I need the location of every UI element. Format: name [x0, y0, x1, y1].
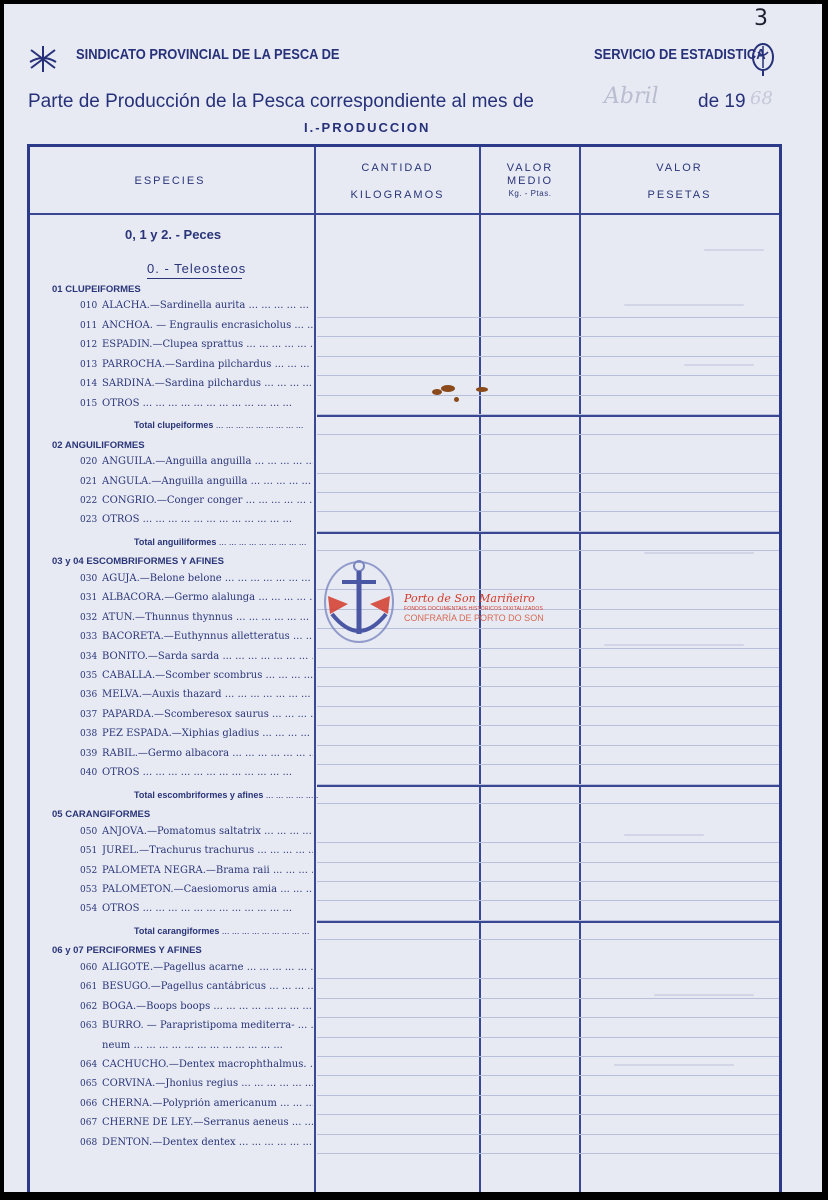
- table-subtitle: 0. - Teleosteos: [147, 261, 247, 276]
- species-code: 054: [80, 904, 98, 915]
- species-name: ESPADIN.—Clupea sprattus ... .: [102, 339, 313, 350]
- row-rule: [317, 395, 779, 396]
- species-row: [30, 687, 317, 706]
- handwritten-year: 68: [750, 88, 773, 109]
- row-rule: [317, 881, 779, 882]
- species-row: [30, 1057, 317, 1076]
- row-rule: [317, 1114, 779, 1115]
- species-code: 040: [80, 768, 98, 779]
- section-divider: [317, 785, 779, 787]
- group-total-label: Total clupeiformes ... .: [134, 420, 319, 430]
- header-divider: [30, 213, 779, 215]
- species-code: 065: [80, 1079, 98, 1090]
- species-code: 052: [80, 865, 98, 876]
- group-total-label: Total carangiformes ... .: [134, 926, 319, 936]
- bleed-through-mark: [604, 644, 744, 646]
- species-row: [30, 357, 317, 376]
- species-code: 015: [80, 398, 98, 409]
- species-row: [30, 396, 317, 415]
- ink-stain: [432, 389, 442, 395]
- bleed-through-mark: [624, 834, 704, 836]
- species-name: BOGA.—Boops boops ... .: [102, 1001, 313, 1012]
- row-rule: [317, 842, 779, 843]
- bleed-through-mark: [684, 364, 754, 366]
- col-quantity-unit: KILOGRAMOS: [350, 189, 445, 201]
- species-row: [30, 590, 317, 609]
- emblem-icon: [750, 40, 776, 78]
- row-rule: [317, 764, 779, 765]
- species-row: [30, 1038, 317, 1057]
- page-number: 3: [754, 6, 768, 31]
- species-row: [30, 571, 317, 590]
- row-rule: [317, 998, 779, 999]
- species-name: PEZ ESPADA.—Xiphias gladius ... .: [102, 728, 313, 739]
- row-rule: [317, 1017, 779, 1018]
- group-heading: 05 CARANGIFORMES: [52, 809, 151, 821]
- service-name: SERVICIO DE ESTADISTICA: [594, 46, 766, 63]
- species-code: 013: [80, 359, 98, 370]
- species-code: 031: [80, 593, 98, 604]
- species-code: 053: [80, 884, 98, 895]
- species-code: 064: [80, 1060, 98, 1070]
- species-code: 067: [80, 1118, 98, 1129]
- row-rule: [317, 1037, 779, 1038]
- watermark-title: Porto de Son Mariñeiro: [404, 592, 535, 605]
- species-row: [30, 843, 317, 862]
- species-code: 036: [80, 690, 98, 701]
- production-table: [27, 144, 782, 1192]
- species-row: [30, 668, 317, 687]
- species-name: CHERNE DE LEY.—Serranus aeneus ... .: [102, 1117, 313, 1128]
- species-code: 051: [80, 846, 98, 857]
- species-name: PALOMETA NEGRA.—Brama raii ... .: [102, 865, 313, 876]
- row-rule: [317, 375, 779, 376]
- species-row: [30, 979, 317, 998]
- species-code: 034: [80, 651, 98, 662]
- species-code: 012: [80, 340, 98, 351]
- species-name: neum ... .: [102, 1040, 313, 1051]
- col-avg-header-2: MEDIO: [506, 175, 554, 187]
- species-code: 062: [80, 1001, 98, 1012]
- species-code: 022: [80, 495, 98, 506]
- group-heading: 01 CLUPEIFORMES: [52, 284, 141, 295]
- species-row: [30, 882, 317, 901]
- group-heading: 02 ANGUILIFORMES: [52, 439, 145, 451]
- species-code: 020: [80, 457, 98, 468]
- organization-name: SINDICATO PROVINCIAL DE LA PESCA DE: [76, 46, 340, 63]
- species-name: OTROS ... .: [102, 398, 313, 409]
- species-name: BESUGO.—Pagellus cantábricus ... .: [102, 981, 313, 992]
- species-name: ANCHOA. — Engraulis encrasicholus ... .: [102, 320, 313, 331]
- species-row: [30, 337, 317, 356]
- species-name: PARROCHA.—Sardina pilchardus ... .: [102, 359, 313, 370]
- row-rule: [317, 745, 779, 746]
- species-row: [30, 765, 317, 784]
- species-row: [30, 298, 317, 317]
- row-rule: [317, 862, 779, 863]
- row-rule: [317, 1134, 779, 1135]
- species-row: [30, 649, 317, 668]
- species-row: [30, 629, 317, 648]
- species-name: PAPARDA.—Scomberesox saurus ... .: [102, 709, 313, 720]
- group-heading: 03 y 04 ESCOMBRIFORMES Y AFINES: [52, 556, 224, 568]
- row-rule: [317, 900, 779, 901]
- species-name: ATUN.—Thunnus thynnus ... .: [102, 612, 313, 623]
- species-name: ALACHA.—Sardinella aurita ... .: [102, 300, 313, 311]
- species-code: 037: [80, 709, 98, 720]
- species-code: 030: [80, 573, 98, 584]
- species-name: CHERNA.—Polyprión americanum ... .: [102, 1098, 313, 1109]
- section-divider: [317, 415, 779, 417]
- species-name: RABIL.—Germo albacora ... .: [102, 748, 313, 759]
- species-code: 068: [80, 1137, 98, 1148]
- anchor-watermark-logo: [318, 556, 400, 648]
- row-rule: [317, 706, 779, 707]
- species-name: CORVINA.—Jhonius regius ... .: [102, 1078, 313, 1089]
- table-title: 0, 1 y 2. - Peces: [125, 227, 222, 242]
- species-name: BURRO. — Parapristipoma mediterra- ... .: [102, 1020, 313, 1031]
- species-row: [30, 376, 317, 395]
- col-avg-unit: Kg. - Ptas.: [508, 189, 552, 198]
- bleed-through-mark: [654, 994, 754, 996]
- species-code: 050: [80, 826, 98, 837]
- species-row: [30, 1018, 317, 1037]
- row-rule: [317, 492, 779, 493]
- row-rule: [317, 1095, 779, 1096]
- bleed-through-mark: [614, 1064, 734, 1066]
- species-name: OTROS ... .: [102, 903, 313, 914]
- species-name: CACHUCHO.—Dentex macrophthalmus. ... .: [102, 1059, 313, 1070]
- col-value-unit: PESETAS: [647, 189, 712, 201]
- row-rule: [317, 511, 779, 512]
- section-divider: [317, 921, 779, 923]
- section-title: I.-PRODUCCION: [304, 120, 431, 135]
- species-row: [30, 474, 317, 493]
- species-name: ANGUILA.—Anguilla anguilla ... .: [102, 456, 313, 467]
- species-code: 066: [80, 1098, 98, 1109]
- species-name: BONITO.—Sarda sarda ... .: [102, 651, 313, 662]
- form-title: Parte de Producción de la Pesca correspondiente al mes de: [28, 91, 534, 112]
- row-rule: [317, 667, 779, 668]
- col-avg-header: VALOR: [506, 162, 554, 174]
- column-divider: [479, 147, 481, 1192]
- species-name: MELVA.—Auxis thazard ... .: [102, 689, 313, 700]
- row-rule: [317, 1056, 779, 1057]
- bleed-through-mark: [704, 249, 764, 251]
- row-rule: [317, 317, 779, 318]
- row-rule: [317, 803, 779, 804]
- species-code: 021: [80, 476, 98, 487]
- row-rule: [317, 336, 779, 337]
- species-row: [30, 960, 317, 979]
- species-name: ALIGOTE.—Pagellus acarne ... .: [102, 962, 313, 973]
- species-code: 033: [80, 632, 98, 643]
- col-value-header: VALOR: [656, 162, 703, 174]
- species-code: 060: [80, 962, 98, 973]
- row-rule: [317, 725, 779, 726]
- species-row: [30, 901, 317, 920]
- species-code: 038: [80, 729, 98, 740]
- form-sheet: [4, 4, 822, 1192]
- group-total-label: Total escombriformes y afines ... .: [134, 790, 319, 800]
- species-code: 063: [80, 1021, 98, 1032]
- species-row: [30, 824, 317, 843]
- species-code: 032: [80, 612, 98, 623]
- bleed-through-mark: [624, 304, 744, 306]
- species-name: ALBACORA.—Germo alalunga ... .: [102, 592, 313, 603]
- species-name: ANGULA.—Anguilla anguilla ... .: [102, 476, 313, 487]
- ink-stain: [454, 397, 459, 402]
- group-heading: 06 y 07 PERCIFORMES Y AFINES: [52, 945, 202, 957]
- row-rule: [317, 686, 779, 687]
- species-code: 061: [80, 982, 98, 993]
- row-rule: [317, 473, 779, 474]
- species-name: SARDINA.—Sardina pilchardus ... .: [102, 378, 313, 389]
- row-rule: [317, 434, 779, 435]
- species-code: 011: [80, 320, 98, 331]
- row-rule: [317, 356, 779, 357]
- row-rule: [317, 939, 779, 940]
- species-name: OTROS ... .: [102, 767, 313, 778]
- species-row: [30, 512, 317, 531]
- species-row: [30, 318, 317, 337]
- col-quantity-header: CANTIDAD: [361, 162, 434, 174]
- ink-stain: [441, 385, 455, 392]
- species-row: [30, 454, 317, 473]
- yoke-and-arrows-icon: [26, 44, 60, 74]
- species-code: 035: [80, 671, 98, 681]
- species-row: [30, 1115, 317, 1134]
- species-name: OTROS ... .: [102, 514, 313, 525]
- year-label: de 19: [698, 91, 746, 112]
- species-row: [30, 746, 317, 765]
- section-divider: [317, 532, 779, 534]
- species-name: BACORETA.—Euthynnus alletteratus ... .: [102, 631, 313, 642]
- species-row: [30, 707, 317, 726]
- species-name: ANJOVA.—Pomatomus saltatrix ... .: [102, 826, 313, 837]
- species-name: AGUJA.—Belone belone ... .: [102, 573, 313, 584]
- species-code: 023: [80, 515, 98, 526]
- row-rule: [317, 1075, 779, 1076]
- species-code: 039: [80, 748, 98, 759]
- species-row: [30, 493, 317, 512]
- row-rule: [317, 978, 779, 979]
- handwritten-month: Abril: [604, 84, 659, 109]
- species-row: [30, 1135, 317, 1154]
- species-name: DENTON.—Dentex dentex ... .: [102, 1137, 313, 1148]
- species-name: PALOMETON.—Caesiomorus amia ... .: [102, 884, 313, 895]
- species-row: [30, 863, 317, 882]
- ink-stain: [476, 387, 488, 392]
- species-row: [30, 1096, 317, 1115]
- watermark-subtitle: FONDOS DOCUMENTAIS HISTÓRICOS DIXITALIZADOS: [404, 606, 543, 612]
- species-name: CONGRIO.—Conger conger ... .: [102, 495, 313, 506]
- species-row: [30, 610, 317, 629]
- group-total-label: Total anguiliformes ... .: [134, 537, 319, 547]
- bleed-through-mark: [644, 552, 754, 554]
- watermark-org: CONFRARÍA DE PORTO DO SON: [404, 613, 544, 623]
- species-row: [30, 999, 317, 1018]
- column-divider: [579, 147, 581, 1192]
- subtitle-underline: [147, 278, 242, 279]
- species-row: [30, 726, 317, 745]
- species-code: 010: [80, 301, 98, 312]
- col-species-header: ESPECIES: [134, 175, 206, 187]
- species-row: [30, 1076, 317, 1095]
- species-code: 014: [80, 379, 98, 390]
- species-name: CABALLA.—Scomber scombrus ... .: [102, 670, 313, 681]
- species-name: JUREL.—Trachurus trachurus ... .: [102, 845, 313, 856]
- row-rule: [317, 1153, 779, 1154]
